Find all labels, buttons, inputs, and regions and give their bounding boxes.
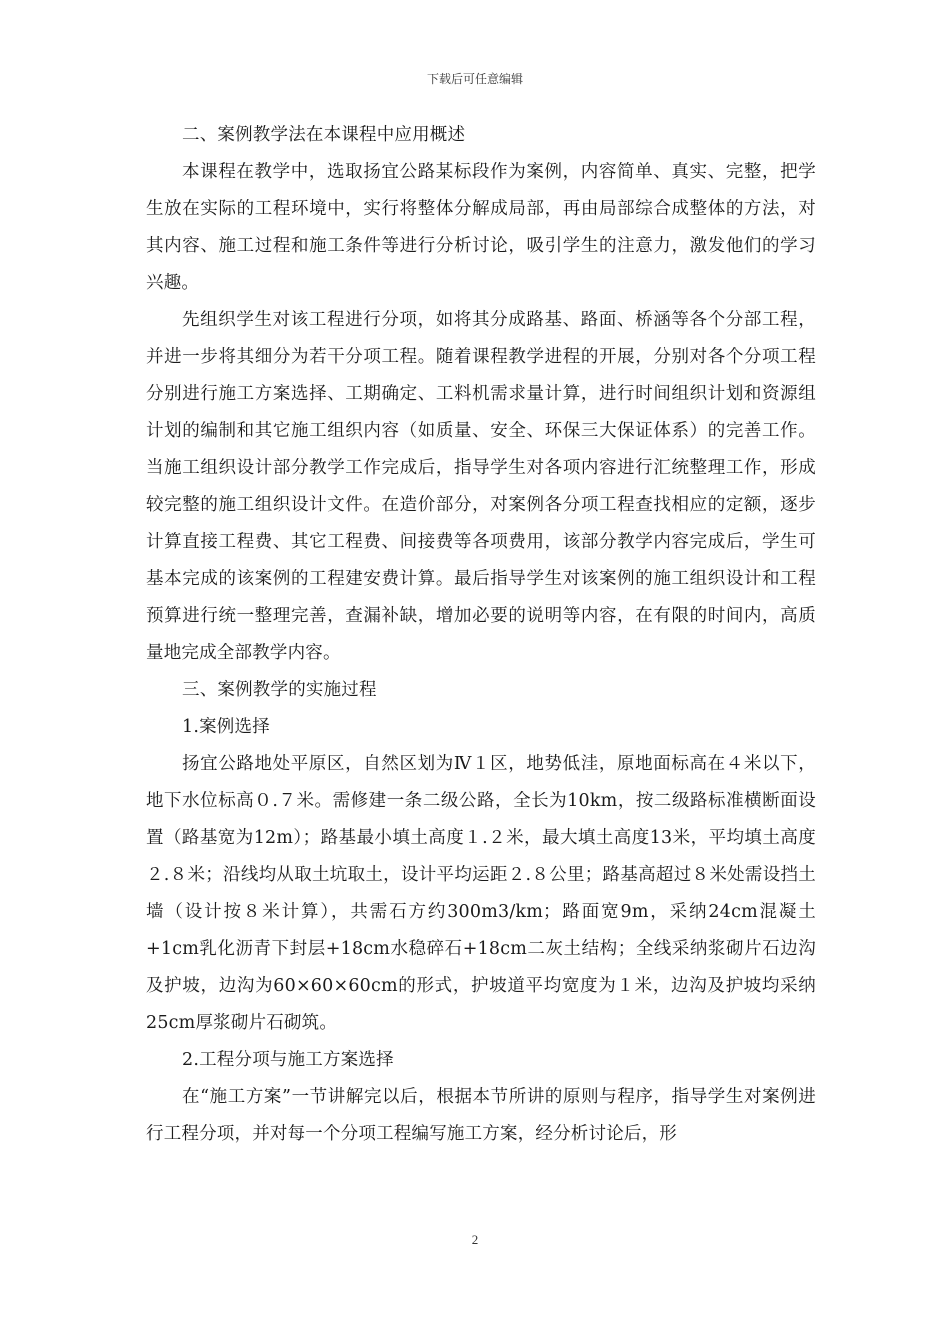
subsection-heading-1: 1.案例选择 xyxy=(182,717,270,737)
paragraph: 本课程在教学中，选取扬宜公路某标段作为案例，内容简单、真实、完整，把学生放在实际的工程环境中，实行将整体分解成局部，再由局部综合成整体的方法，对其内容、施工过程和施工条件等进行分析讨论，吸引学生的注意力，激发他们的学习兴趣。 xyxy=(146,162,816,293)
section-heading-2: 二、案例教学法在本课程中应用概述 xyxy=(182,125,466,145)
paragraph: 先组织学生对该工程进行分项，如将其分成路基、路面、桥涵等各个分部工程，并进一步将其细分为若干分项工程。随着课程教学进程的开展，分别对各个分项工程分别进行施工方案选择、工期确定、工料机需求量计算，进行时间组织计划和资源组计划的编制和其它施工组织内容（如质量、安全、环保三大保证体系）的完善工作。当施工组织设计部分教学工作完成后，指导学生对各项内容进行汇统整理工作，形成较完整的施工组织设计文件。在造价部分，对案例各分项工程查找相应的定额，逐步计算直接工程费、其它工程费、间接费等各项费用，该部分教学内容完成后，学生可基本完成的该案例的工程建安费计算。最后指导学生对该案例的施工组织设计和工程预算进行统一整理完善，查漏补缺，增加必要的说明等内容，在有限的时间内，高质量地完成全部教学内容。 xyxy=(146,310,816,663)
page-header: 下载后可任意编辑 xyxy=(426,72,523,86)
paragraph: 扬宜公路地处平原区，自然区划为Ⅳ１区，地势低洼，原地面标高在４米以下，地下水位标高０.７米。需修建一条二级公路，全长为10km，按二级路标准横断面设置（路基宽为12m）；路基最小填土高度１.２米，最大填土高度13米，平均填土高度２.８米；沿线均从取土坑取土，设计平均运距２.８公里；路基高超过８米处需设挡土墙（设计按８米计算），共需石方约300m3/km；路面宽9m，采纳24cm混凝土+1cm乳化沥青下封层+18cm水稳碎石+18cm二灰土结构；全线采纳浆砌片石边沟及护坡，边沟为60×60×60cm的形式，护坡道平均宽度为１米，边沟及护坡均采纳25cm厚浆砌片石砌筑。 xyxy=(146,754,816,1033)
section-heading-3: 三、案例教学的实施过程 xyxy=(182,680,377,700)
paragraph: 在“施工方案”一节讲解完以后，根据本节所讲的原则与程序，指导学生对案例进行工程分项，并对每一个分项工程编写施工方案，经分析讨论后，形 xyxy=(146,1087,816,1144)
page-number: 2 xyxy=(471,1232,479,1247)
subsection-heading-2: 2.工程分项与施工方案选择 xyxy=(182,1050,394,1070)
document-body xyxy=(146,117,816,1153)
